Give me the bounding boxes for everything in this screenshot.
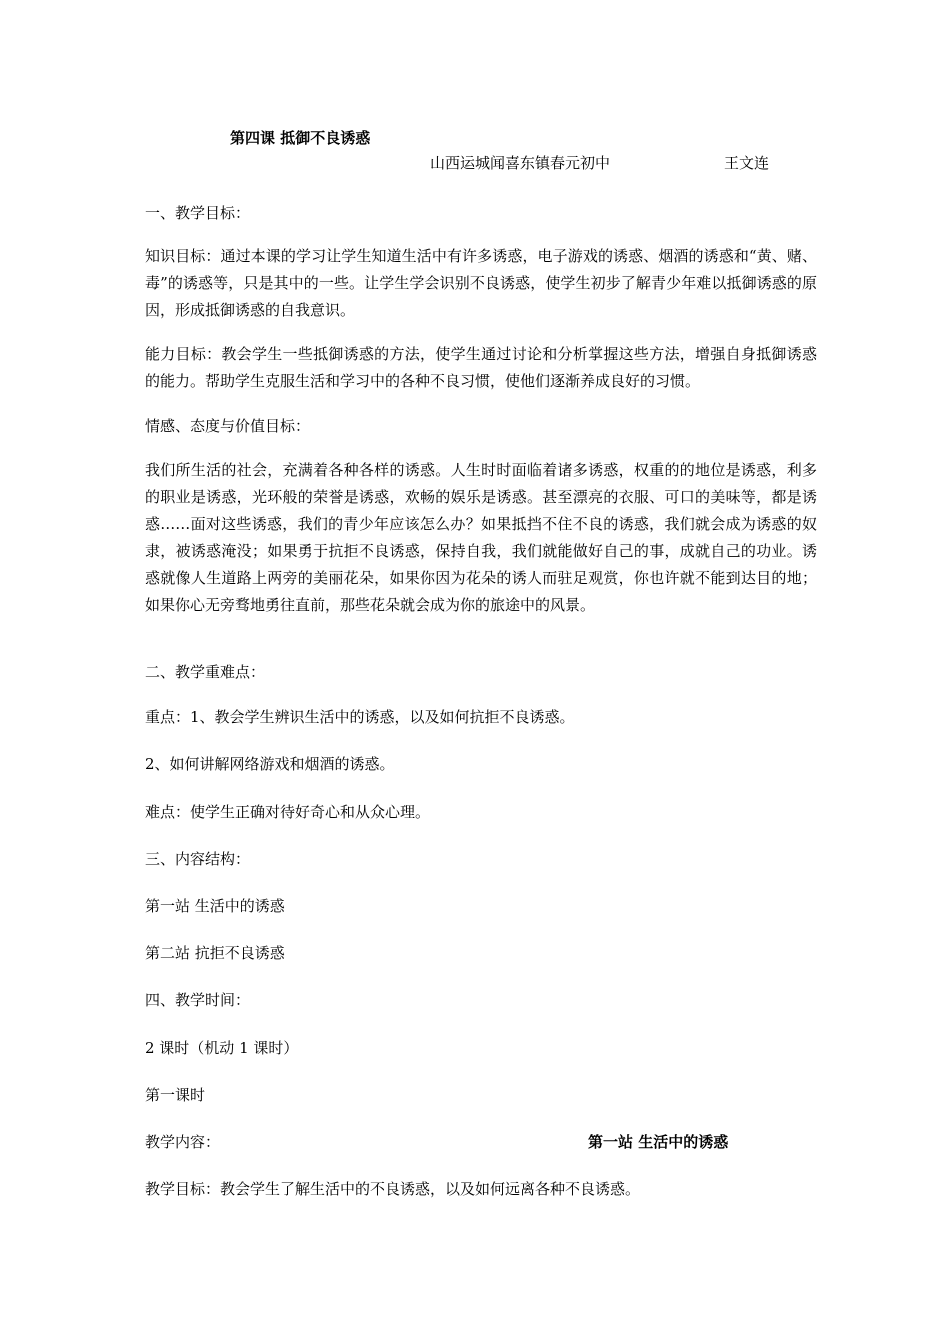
knowledge-objective: 知识目标：通过本课的学习让学生知道生活中有许多诱惑，电子游戏的诱惑、烟酒的诱惑和“黄、赌、毒”的诱惑等，只是其中的一些。让学生学会识别不良诱惑，使学生初步了解青少年难以抵御诱惑的原因，形成抵御诱惑的自我意识。: [145, 247, 817, 319]
station-1: 第一站 生活中的诱惑: [145, 897, 285, 915]
section-1-heading: 一、教学目标：: [145, 204, 251, 222]
station-2: 第二站 抗拒不良诱惑: [145, 944, 285, 962]
lesson-title: 第四课 抵御不良诱惑: [230, 129, 371, 147]
difficulty-point: 难点：使学生正确对待好奇心和从众心理。: [145, 803, 431, 821]
key-point-2: 2、如何讲解网络游戏和烟酒的诱惑。: [145, 755, 395, 773]
first-lesson-label: 第一课时: [145, 1086, 206, 1104]
teaching-hours: 2 课时（机动 1 课时）: [145, 1039, 299, 1057]
section-2-heading: 二、教学重难点：: [145, 663, 266, 681]
emotion-objective-body: 我们所生活的社会，充满着各种各样的诱惑。人生时时面临着诸多诱惑，权重的的地位是诱惑，利多的职业是诱惑，光环般的荣誉是诱惑，欢畅的娱乐是诱惑。甚至漂亮的衣服、可口的美味等，都是诱惑……面对这些诱惑，我们的青少年应该怎么办？如果抵挡不住不良的诱惑，我们就会成为诱惑的奴隶，被诱惑淹没；如果勇于抗拒不良诱惑，保持自我，我们就能做好自己的事，成就自己的功业。诱惑就像人生道路上两旁的美丽花朵，如果你因为花朵的诱人而驻足观赏，你也许就不能到达目的地；如果你心无旁骛地勇往直前，那些花朵就会成为你的旅途中的风景。: [145, 461, 817, 614]
teaching-content-label: 教学内容：: [145, 1133, 221, 1151]
ability-objective: 能力目标：教会学生一些抵御诱惑的方法，使学生通过讨论和分析掌握这些方法，增强自身抵御诱惑的能力。帮助学生克服生活和学习中的各种不良习惯，使他们逐渐养成良好的习惯。: [145, 345, 817, 390]
emotion-objective-heading: 情感、态度与价值目标：: [145, 417, 311, 435]
author-name: 王文连: [724, 154, 770, 172]
teaching-content-value: 第一站 生活中的诱惑: [588, 1133, 729, 1151]
section-3-heading: 三、内容结构：: [145, 850, 251, 868]
teaching-goal: 教学目标：教会学生了解生活中的不良诱惑，以及如何远离各种不良诱惑。: [145, 1180, 641, 1198]
key-point-1: 重点：1、教会学生辨识生活中的诱惑，以及如何抗拒不良诱惑。: [145, 708, 575, 726]
school-name: 山西运城闻喜东镇春元初中: [430, 154, 611, 172]
section-4-heading: 四、教学时间：: [145, 991, 251, 1009]
